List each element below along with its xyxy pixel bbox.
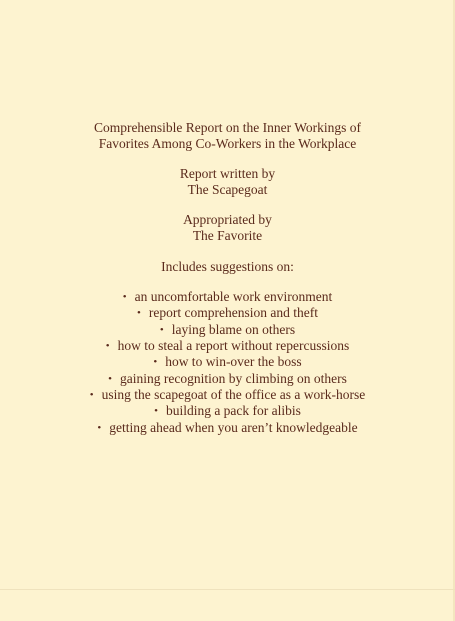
suggestion-item [0,305,455,321]
suggestion-item [0,387,455,403]
bullet-icon: • [137,307,141,320]
suggestions-intro: Includes suggestions on: [161,258,294,274]
suggestion-text: using the scapegoat of the office as a work-horse [101,386,366,402]
bullet-icon: • [105,340,110,353]
author-credit [0,166,455,197]
suggestions-list [0,289,455,436]
report-title-line-2: Favorites Among Co-Workers in the Workplace [98,135,357,151]
report-title [0,120,455,151]
suggestion-text: building a pack for alibis [165,403,301,419]
suggestion-text: laying blame on others [171,321,296,337]
report-title-line-1: Comprehensible Report on the Inner Workings of [93,120,362,135]
suggestion-item [0,322,455,338]
appropriator-credit-label: Appropriated by [183,212,272,228]
bullet-icon: • [153,356,158,369]
suggestion-text: how to win-over the boss [165,354,302,370]
appropriator-credit [0,212,455,243]
suggestion-item [0,338,455,354]
suggestion-item [0,420,455,436]
author-credit-name: The Scapegoat [187,181,268,197]
bullet-icon: • [154,405,158,418]
suggestion-text: how to steal a report without repercussions [117,338,350,354]
suggestion-text: report comprehension and theft [148,305,318,321]
bullet-icon: • [108,372,112,385]
bullet-icon: • [122,291,127,304]
suggestion-item [0,354,455,370]
suggestion-item [0,371,455,387]
document-body [0,120,455,436]
suggestion-text: getting ahead when you aren’t knowledgeable [109,419,358,435]
suggestion-text: gaining recognition by climbing on others [120,370,347,386]
suggestion-text: an uncomfortable work environment [134,289,333,305]
suggestion-item [0,289,455,305]
page-fold-line [0,589,455,590]
bullet-icon: • [97,421,102,434]
suggestion-item [0,403,455,419]
bullet-icon: • [89,388,94,401]
bullet-icon: • [159,323,164,336]
author-credit-label: Report written by [179,166,276,182]
appropriator-credit-name: The Favorite [192,227,263,243]
